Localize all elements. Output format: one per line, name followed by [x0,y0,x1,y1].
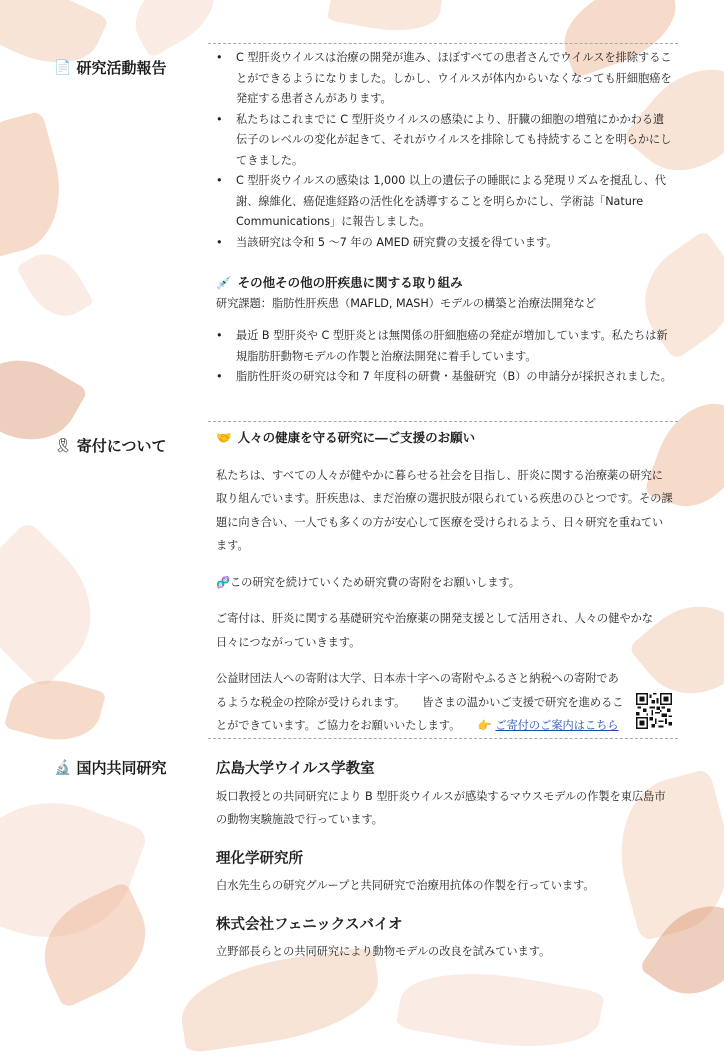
org-name: 株式会社フェニックスバイオ [216,916,403,933]
donation-paragraph-4: 公益財団法人への寄附は大学、日本赤十字への寄附やふるさと納税への寄附であるような税金の控除が受けられます。 皆さまの温かいご支援で研究を進めることができています。ご協力をお願いいたします。 👉 ご寄付のご案内はこちら [216,672,624,732]
collab-org [216,914,674,964]
microscope-icon: 🔬 [54,759,72,776]
handshake-icon: 🤝 [216,430,232,445]
list-item: • 当該研究は令和 5 ～7 年の AMED 研究費の支援を得ています。 [194,233,674,254]
donation-content [216,426,674,738]
research-theme: 研究課題：脂肪性肝疾患（MAFLD, MASH）モデルの構築と治療法開発など [216,296,597,310]
list-item: • C 型肝炎ウイルスの感染は 1,000 以上の遺伝子の睡眠による発現リズムを撹乱し、代謝、線維化、癌促進経路の活性化を誘導することを明らかにし、学術誌「Nature Communications」に報告しました。 [194,171,674,233]
collab-org [216,848,674,898]
org-description: 坂口教授との共同研究により B 型肝炎ウイルスが感染するマウスモデルの作製を東広島市の動物実験施設で行っています。 [216,789,666,826]
org-name: 理化学研究所 [216,850,303,867]
section-title-collaboration: 🔬 国内共同研究 [54,759,167,777]
org-name: 広島大学ウイルス学教室 [216,761,375,777]
section-title-donation: 🎗 寄付について [54,437,167,455]
org-description: 白水先生らの研究グループと共同研究で治療用抗体の作製を行っています。 [216,879,595,892]
ribbon-icon: 🎗 [54,437,72,454]
donation-paragraph-3: ご寄付は、肝炎に関する基礎研究や治療薬の開発支援として活用され、人々の健やかな日々につながっていきます。 [216,612,653,649]
section-title-research-report: 📄 研究活動報告 [54,59,167,77]
collaboration-content [216,758,674,964]
donation-paragraph-1: 私たちは、すべての人々が健やかに暮らせる社会を目指し、肝炎に関する治療薬の研究に取り組んでいます。肝疾患は、まだ治療の選択肢が限られている疾患のひとつです。その課題に向き合い、一人でも多くの方が安心して医療を受けられるよう、日々研究を重ねています。 [216,468,673,552]
research-report-content [216,48,674,388]
other-bullets [194,326,674,388]
pointing-hand-icon: 👉 [477,719,492,732]
research-bullets [194,48,674,253]
syringe-icon: 💉 [216,275,232,290]
divider-top [208,43,678,44]
donation-guide-link[interactable]: ご寄付のご案内はこちら [495,719,619,732]
donation-subtitle: 🤝 人々の健康を守る研究に―ご支援のお願い [216,426,674,450]
qr-code [636,693,672,729]
collab-org [216,758,674,832]
list-item: • 脂肪性肝炎の研究は令和 7 年度科の研費・基盤研究（B）の申請分が採択されました。 [194,367,674,388]
org-description: 立野部長らとの共同研究により動物モデルの改良を試みています。 [216,945,551,958]
divider-donation [208,421,678,422]
donation-paragraph-2: 🧬この研究を続けていくため研究費の寄附をお願いします。 [216,575,520,589]
divider-collaboration [208,738,678,739]
dna-icon: 🧬 [216,575,230,589]
list-item: • C 型肝炎ウイルスは治療の開発が進み、ほぼすべての患者さんでウイルスを排除することができるようになりました。しかし、ウイルスが体内からいなくなっても肝細胞癌を発症する患者さんがあります。 [194,48,674,110]
list-item: • 私たちはこれまでに C 型肝炎ウイルスの感染により、肝臓の細胞の増殖にかかわる遺伝子のレベルの変化が起きて、それがウイルスを排除しても持続することを明らかにしてきました。 [194,110,674,172]
document-icon: 📄 [54,59,72,76]
list-item: • 最近 B 型肝炎や C 型肝炎とは無関係の肝細胞癌の発症が増加しています。私たちは新規脂肪肝動物モデルの作製と治療法開発に着手しています。 [194,326,674,367]
other-liver-disease-title: 💉 その他その他の肝疾患に関する取り組み [216,273,674,294]
